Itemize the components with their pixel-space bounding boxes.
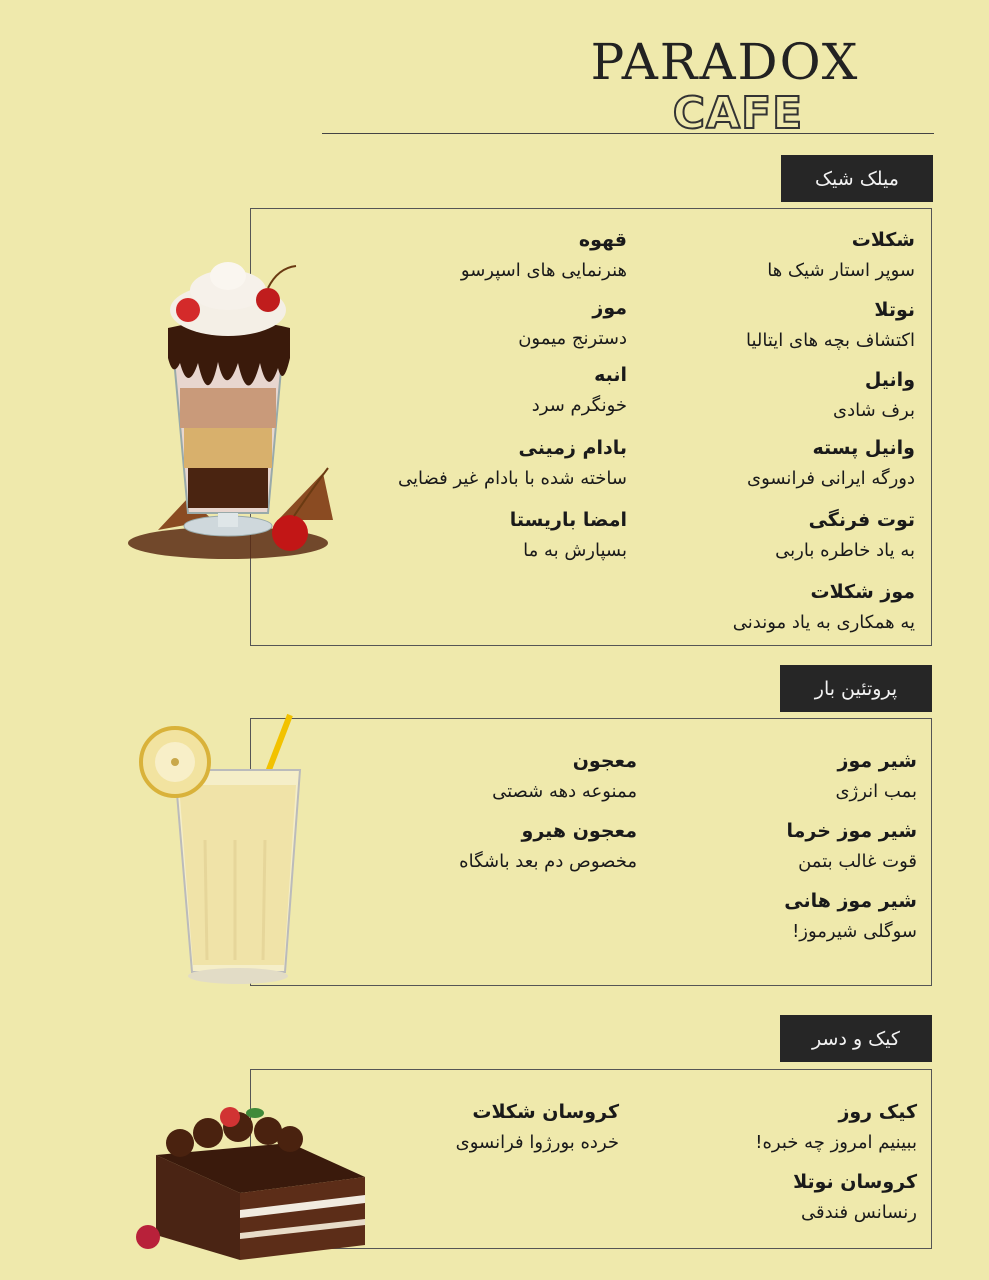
brand-subtitle: CAFE: [672, 88, 804, 139]
item-desc: مخصوص دم بعد باشگاه: [459, 851, 637, 872]
item-chocolate-croissant: [456, 1097, 619, 1159]
item-desc: ببینیم امروز چه خبره!: [755, 1132, 917, 1153]
milkshake-illustration: [118, 258, 338, 568]
item-name: موز شکلات: [810, 581, 915, 603]
item-majoon-hero: [459, 816, 637, 878]
item-mango: [532, 360, 627, 422]
item-name: شیر موز خرما: [786, 820, 917, 842]
item-coffee: [461, 225, 627, 287]
item-desc: بمب انرژی: [835, 781, 917, 802]
item-name: معجون: [572, 750, 637, 772]
item-desc: یه همکاری به یاد موندنی: [732, 612, 915, 633]
section-tag-cake-dessert: کیک و دسر: [780, 1015, 932, 1062]
item-chocolate: [767, 225, 915, 287]
item-desc: برف شادی: [833, 400, 915, 421]
item-nutella: [746, 295, 915, 357]
section-tag-protein-bar: پروتئین بار: [780, 665, 932, 712]
item-desc: هنرنمایی های اسپرسو: [460, 260, 627, 281]
item-desc: رنسانس فندقی: [800, 1202, 917, 1223]
item-name: بادام زمینی: [518, 437, 627, 459]
item-desc: خرده بورژوا فرانسوی: [455, 1132, 619, 1153]
item-banana-milk: [835, 746, 917, 808]
item-desc: سوپر استار شیک ها: [767, 260, 915, 281]
item-name: شیر موز هانی: [784, 890, 917, 912]
item-name: نوتلا: [874, 299, 915, 321]
item-vanilla: [833, 365, 915, 427]
item-majoon: [492, 746, 637, 808]
item-name: کروسان شکلات: [472, 1101, 619, 1123]
item-name: شکلات: [851, 229, 915, 251]
item-name: کیک روز: [838, 1101, 917, 1123]
item-desc: ساخته شده با بادام غیر فضایی: [398, 468, 627, 489]
item-desc: دسترنج میمون: [518, 328, 627, 349]
item-desc: اکتشاف بچه های ایتالیا: [745, 330, 915, 351]
item-name: وانیل پسته: [812, 437, 915, 459]
item-name: امضا باریستا: [509, 509, 627, 531]
item-nutella-croissant: [793, 1167, 917, 1229]
item-banana-chocolate: [733, 577, 915, 639]
item-name: موز: [592, 297, 627, 319]
item-name: انبه: [594, 364, 627, 386]
item-banana-date-milk: [786, 816, 917, 878]
item-desc: به یاد خاطره باربی: [775, 540, 915, 561]
item-desc: سوگلی شیرموز!: [792, 921, 917, 942]
item-desc: قوت غالب بتمن: [798, 851, 917, 872]
brand-title: PARADOX: [590, 33, 860, 91]
item-banana-honey-milk: [784, 886, 917, 948]
banana-smoothie-illustration: [135, 710, 305, 986]
item-desc: بسپارش به ما: [523, 540, 627, 561]
item-name: توت فرنگی: [808, 509, 915, 531]
item-strawberry: [775, 505, 915, 567]
item-peanut: [398, 433, 627, 495]
item-name: وانیل: [864, 369, 915, 391]
item-banana: [518, 293, 627, 355]
item-desc: ممنوعه دهه شصتی: [492, 781, 637, 802]
item-name: معجون هیرو: [521, 820, 637, 842]
item-vanilla-pistachio: [747, 433, 915, 495]
item-cake-of-the-day: [755, 1097, 917, 1159]
item-desc: خونگرم سرد: [531, 395, 627, 416]
chocolate-cake-illustration: [130, 1095, 370, 1265]
section-tag-milkshake: میلک شیک: [781, 155, 933, 202]
item-name: شیر موز: [837, 750, 917, 772]
item-name: کروسان نوتلا: [793, 1171, 917, 1193]
item-desc: دورگه ایرانی فرانسوی: [746, 468, 915, 489]
header-divider: [322, 133, 934, 134]
item-barista-signature: [510, 505, 627, 567]
item-name: قهوه: [578, 229, 627, 251]
